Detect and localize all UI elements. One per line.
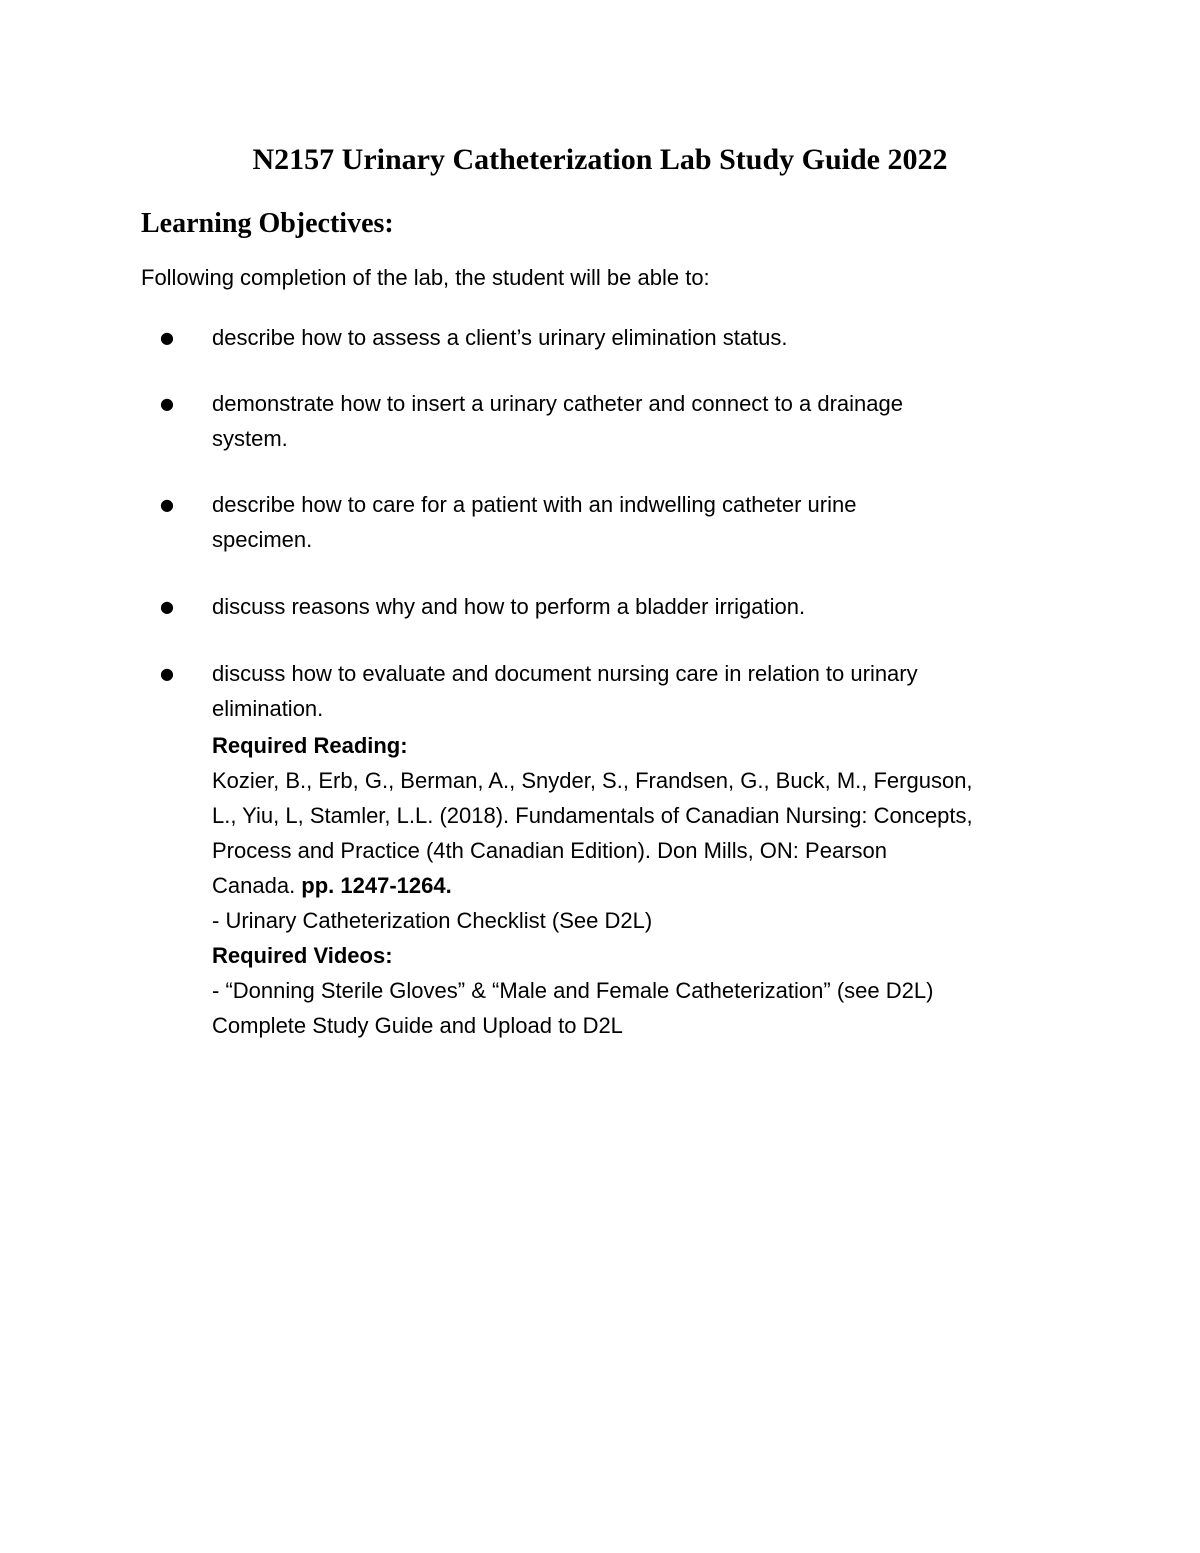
citation-line: L., Yiu, L, Stamler, L.L. (2018). Fundamentals of Canadian Nursing: Concepts, <box>212 803 973 828</box>
required-videos-heading: Required Videos: <box>212 943 393 968</box>
bullet-icon: ● <box>160 597 174 616</box>
objective-text <box>212 487 1092 557</box>
objectives-intro: Following completion of the lab, the student will be able to: <box>141 265 710 290</box>
objective-text <box>212 656 1092 726</box>
objective-line: describe how to assess a client’s urinary elimination status. <box>212 325 788 350</box>
objective-text <box>212 386 1092 456</box>
bullet-icon: ● <box>160 394 174 413</box>
citation-line: Process and Practice (4th Canadian Edition). Don Mills, ON: Pearson <box>212 838 887 863</box>
bullet-icon: ● <box>160 664 174 683</box>
objective-line: discuss how to evaluate and document nursing care in relation to urinary <box>212 661 918 686</box>
objective-line: system. <box>212 426 288 451</box>
objective-line: specimen. <box>212 527 313 552</box>
bullet-icon: ● <box>160 495 174 514</box>
final-instruction: Complete Study Guide and Upload to D2L <box>212 1013 623 1038</box>
objective-text <box>212 320 1092 355</box>
bullet-icon: ● <box>160 328 174 347</box>
citation-line <box>212 868 1092 903</box>
objective-text <box>212 589 1092 624</box>
citation-line: Kozier, B., Erb, G., Berman, A., Snyder, S., Frandsen, G., Buck, M., Ferguson, <box>212 768 973 793</box>
document-title: N2157 Urinary Catheterization Lab Study Guide 2022 <box>252 143 948 176</box>
objective-line: elimination. <box>212 696 324 721</box>
citation-last-prefix: Canada. <box>212 873 302 898</box>
objective-line: demonstrate how to insert a urinary catheter and connect to a drainage <box>212 391 903 416</box>
learning-objectives-heading: Learning Objectives: <box>141 208 394 239</box>
objective-line: discuss reasons why and how to perform a bladder irrigation. <box>212 594 806 619</box>
checklist-line: - Urinary Catheterization Checklist (See D2L) <box>212 908 653 933</box>
reading-pages: pp. 1247-1264. <box>301 873 452 898</box>
objective-line: describe how to care for a patient with an indwelling catheter urine <box>212 492 857 517</box>
videos-line: - “Donning Sterile Gloves” & “Male and Female Catheterization” (see D2L) <box>212 978 934 1003</box>
required-reading-heading: Required Reading: <box>212 733 408 758</box>
references-block <box>212 728 1092 1043</box>
